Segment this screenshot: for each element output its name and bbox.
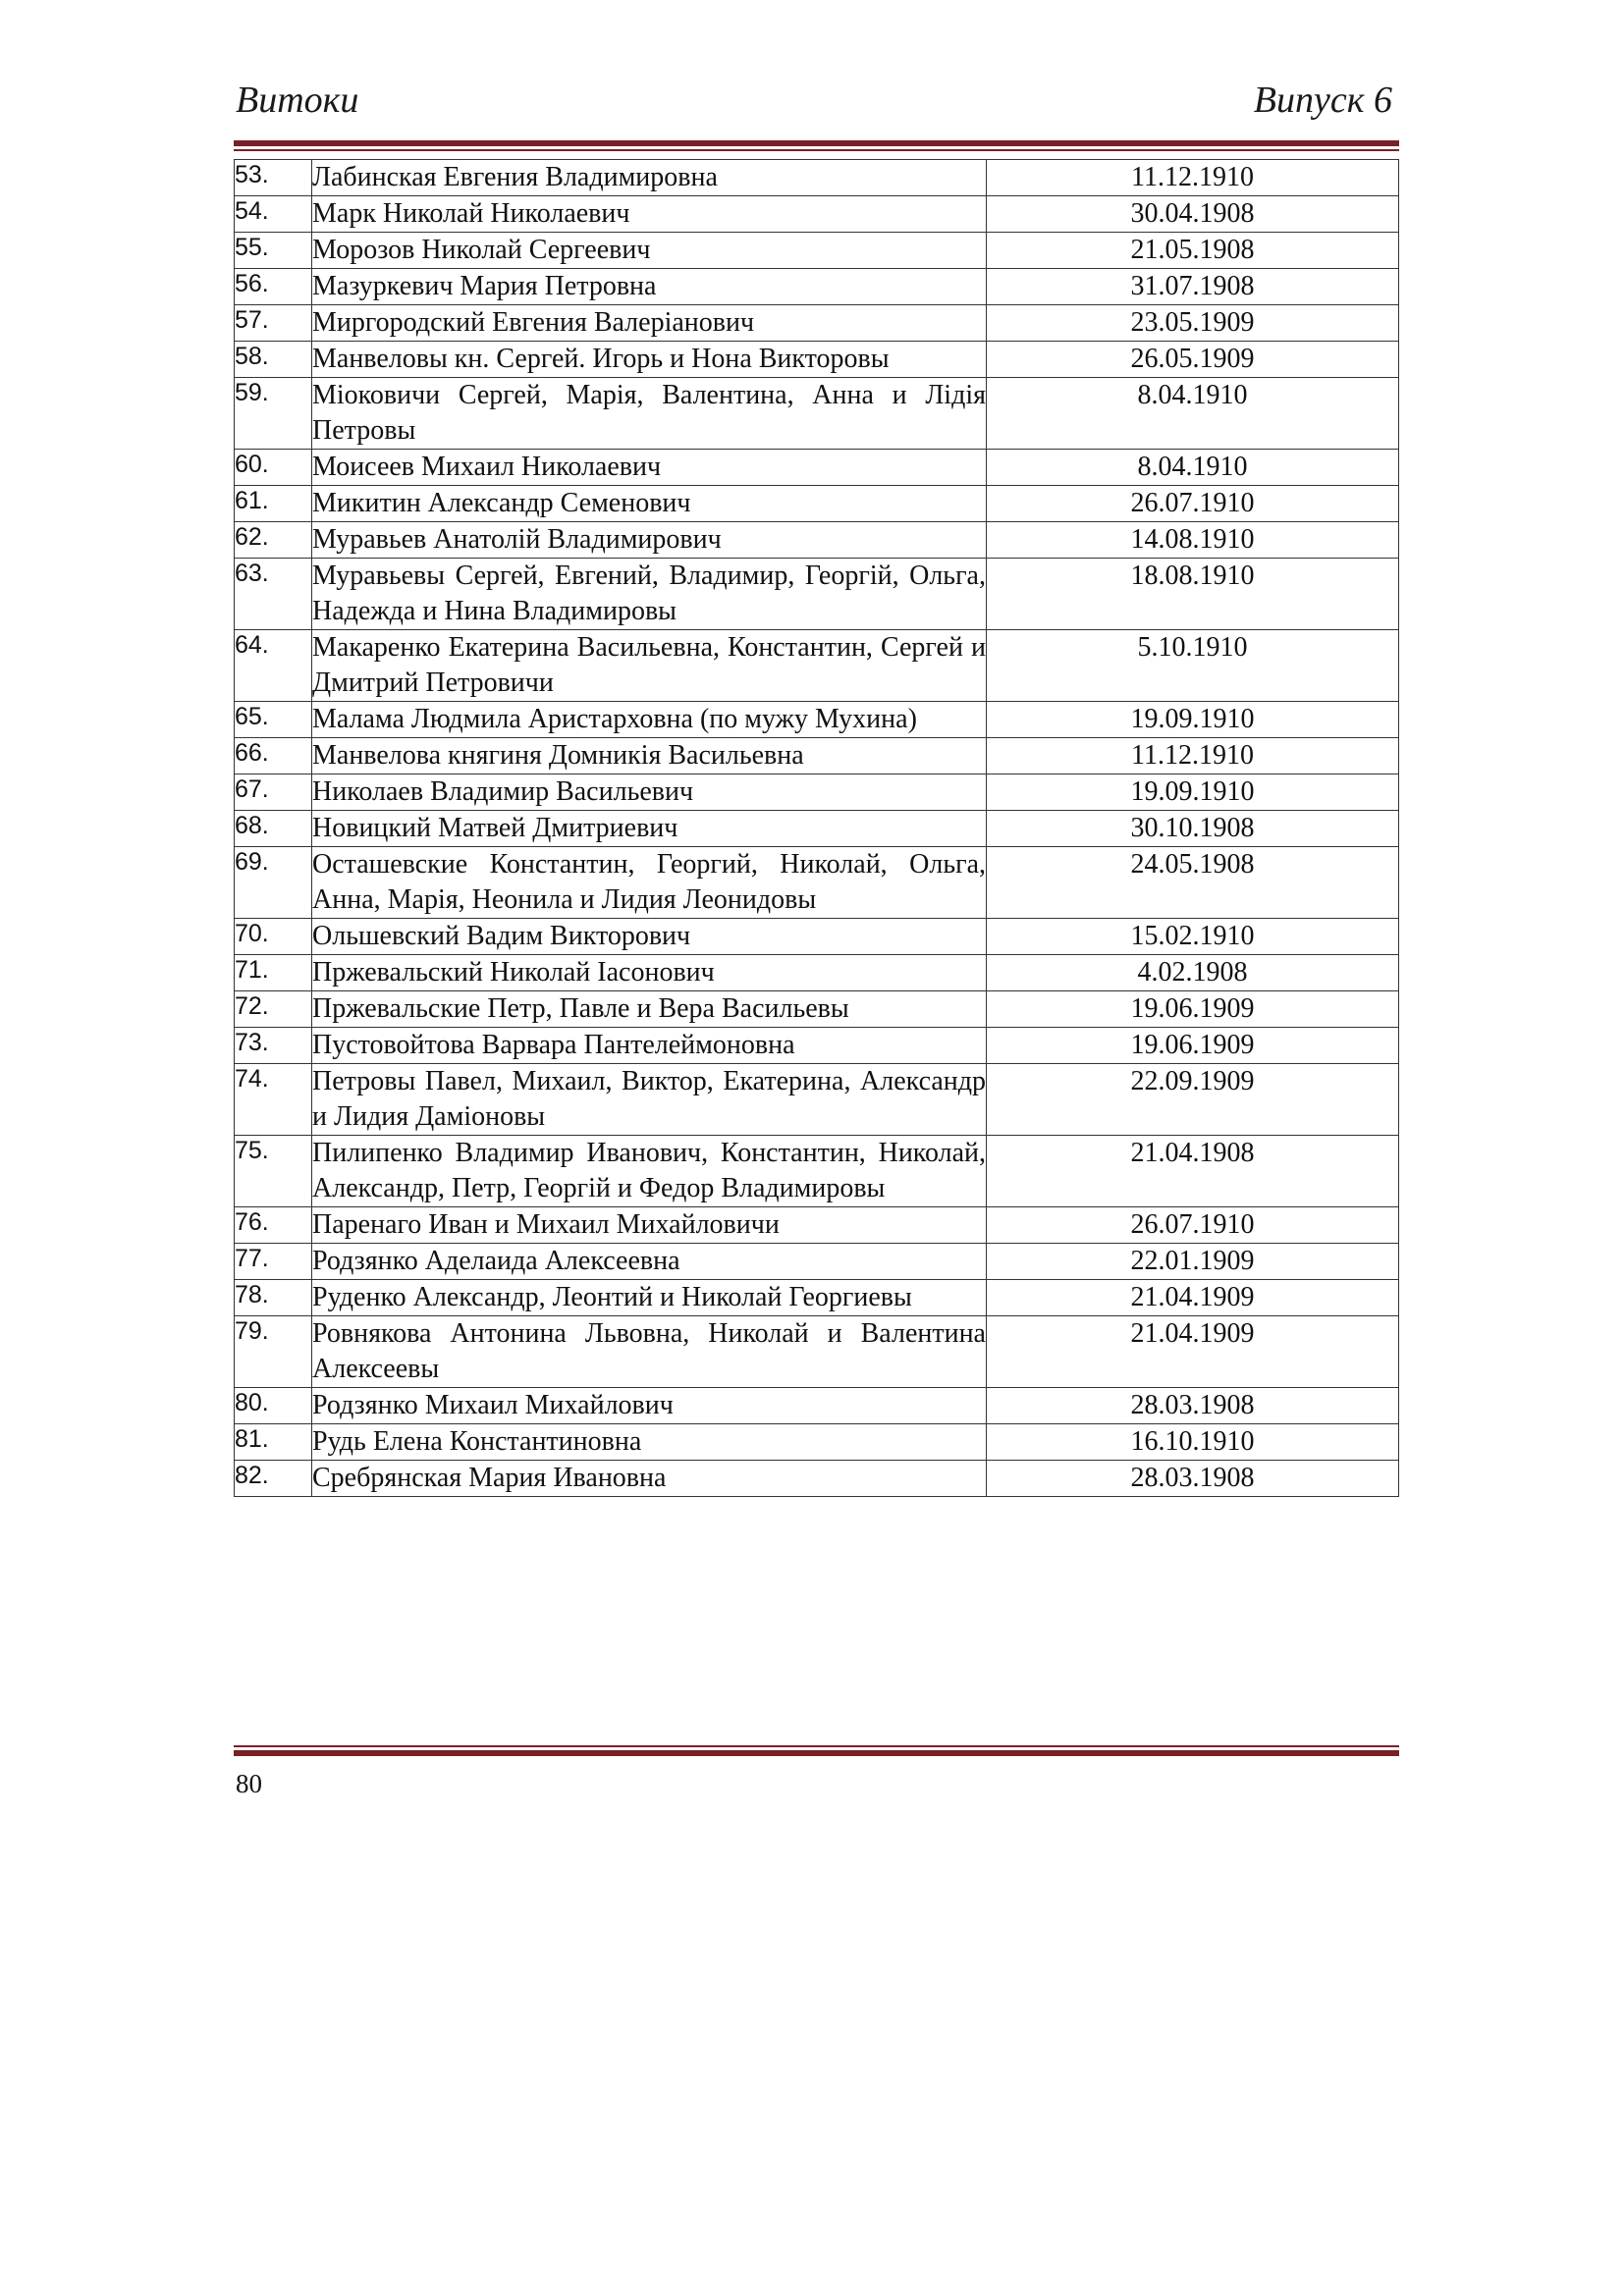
table-row — [235, 160, 1399, 196]
row-name: Микитин Александр Семенович — [312, 486, 987, 522]
row-date: 24.05.1908 — [987, 847, 1399, 919]
row-date: 11.12.1910 — [987, 160, 1399, 196]
row-number: 70. — [235, 919, 312, 955]
footer-rule-thin — [234, 1745, 1399, 1747]
row-name: Николаев Владимир Васильевич — [312, 774, 987, 811]
table-row — [235, 1316, 1399, 1388]
header-rule-thick — [234, 140, 1399, 146]
row-date: 11.12.1910 — [987, 738, 1399, 774]
row-date: 19.09.1910 — [987, 702, 1399, 738]
row-name: Осташевские Константин, Георгий, Николай, Ольга, Анна, Марія, Неонила и Лидия Леонидовы — [312, 847, 987, 919]
row-date: 21.04.1909 — [987, 1316, 1399, 1388]
row-number: 74. — [235, 1064, 312, 1136]
row-date: 22.09.1909 — [987, 1064, 1399, 1136]
row-date: 8.04.1910 — [987, 378, 1399, 450]
table-row — [235, 305, 1399, 342]
row-date: 18.08.1910 — [987, 559, 1399, 630]
row-number: 54. — [235, 196, 312, 233]
row-date: 8.04.1910 — [987, 450, 1399, 486]
row-name: Мазуркевич Мария Петровна — [312, 269, 987, 305]
table-row — [235, 774, 1399, 811]
row-name: Моисеев Михаил Николаевич — [312, 450, 987, 486]
row-name: Муравьевы Сергей, Евгений, Владимир, Георгій, Ольга, Надежда и Нина Владимировы — [312, 559, 987, 630]
row-number: 61. — [235, 486, 312, 522]
row-number: 82. — [235, 1461, 312, 1497]
table-row — [235, 630, 1399, 702]
table-row — [235, 811, 1399, 847]
row-name: Рудь Елена Константиновна — [312, 1424, 987, 1461]
row-number: 62. — [235, 522, 312, 559]
header-rule-thin — [234, 149, 1399, 151]
row-date: 14.08.1910 — [987, 522, 1399, 559]
journal-title: Витоки — [236, 80, 359, 121]
table-row — [235, 196, 1399, 233]
row-name: Руденко Александр, Леонтий и Николай Георгиевы — [312, 1280, 987, 1316]
table-row — [235, 1064, 1399, 1136]
row-name: Марк Николай Николаевич — [312, 196, 987, 233]
footer-rule-thick — [234, 1750, 1399, 1756]
table-row — [235, 522, 1399, 559]
row-number: 67. — [235, 774, 312, 811]
row-name: Муравьев Анатолій Владимирович — [312, 522, 987, 559]
row-number: 80. — [235, 1388, 312, 1424]
running-header — [236, 79, 1392, 128]
row-date: 31.07.1908 — [987, 269, 1399, 305]
row-name: Лабинская Евгения Владимировна — [312, 160, 987, 196]
row-number: 65. — [235, 702, 312, 738]
row-number: 81. — [235, 1424, 312, 1461]
table-row — [235, 991, 1399, 1028]
row-number: 68. — [235, 811, 312, 847]
row-number: 77. — [235, 1244, 312, 1280]
table-row — [235, 559, 1399, 630]
table-row — [235, 269, 1399, 305]
row-name: Петровы Павел, Михаил, Виктор, Екатерина, Александр и Лидия Даміоновы — [312, 1064, 987, 1136]
row-name: Сребрянская Мария Ивановна — [312, 1461, 987, 1497]
row-date: 21.05.1908 — [987, 233, 1399, 269]
row-number: 58. — [235, 342, 312, 378]
row-name: Морозов Николай Сергеевич — [312, 233, 987, 269]
row-name: Пржевальские Петр, Павле и Вера Васильевы — [312, 991, 987, 1028]
row-date: 4.02.1908 — [987, 955, 1399, 991]
table-row — [235, 702, 1399, 738]
row-number: 60. — [235, 450, 312, 486]
row-number: 73. — [235, 1028, 312, 1064]
row-number: 78. — [235, 1280, 312, 1316]
table-row — [235, 1280, 1399, 1316]
row-date: 16.10.1910 — [987, 1424, 1399, 1461]
row-number: 56. — [235, 269, 312, 305]
row-name: Пилипенко Владимир Иванович, Константин, Николай, Александр, Петр, Георгій и Федор Владимировы — [312, 1136, 987, 1207]
row-number: 55. — [235, 233, 312, 269]
row-number: 59. — [235, 378, 312, 450]
row-date: 30.10.1908 — [987, 811, 1399, 847]
row-name: Родзянко Михаил Михайлович — [312, 1388, 987, 1424]
table-row — [235, 1424, 1399, 1461]
table-row — [235, 233, 1399, 269]
table-row — [235, 450, 1399, 486]
table-row — [235, 919, 1399, 955]
row-number: 72. — [235, 991, 312, 1028]
row-date: 21.04.1908 — [987, 1136, 1399, 1207]
row-name: Міоковичи Сергей, Марія, Валентина, Анна и Лідія Петровы — [312, 378, 987, 450]
row-number: 64. — [235, 630, 312, 702]
row-number: 75. — [235, 1136, 312, 1207]
row-name: Манвелова княгиня Домникія Васильевна — [312, 738, 987, 774]
row-date: 19.06.1909 — [987, 1028, 1399, 1064]
issue-label: Випуск 6 — [1253, 80, 1392, 121]
row-date: 28.03.1908 — [987, 1388, 1399, 1424]
table-row — [235, 1136, 1399, 1207]
table-row — [235, 1388, 1399, 1424]
page-number: 80 — [236, 1769, 262, 1798]
row-number: 69. — [235, 847, 312, 919]
row-name: Родзянко Аделаида Алексеевна — [312, 1244, 987, 1280]
row-name: Миргородский Евгения Валеріанович — [312, 305, 987, 342]
table-row — [235, 955, 1399, 991]
table-row — [235, 738, 1399, 774]
row-name: Пржевальский Николай Іасонович — [312, 955, 987, 991]
registry-table — [234, 159, 1399, 1497]
row-date: 15.02.1910 — [987, 919, 1399, 955]
table-row — [235, 1207, 1399, 1244]
row-name: Макаренко Екатерина Васильевна, Константин, Сергей и Дмитрий Петровичи — [312, 630, 987, 702]
row-number: 57. — [235, 305, 312, 342]
table-row — [235, 1028, 1399, 1064]
row-number: 71. — [235, 955, 312, 991]
row-date: 5.10.1910 — [987, 630, 1399, 702]
table-row — [235, 342, 1399, 378]
row-name: Ольшевский Вадим Викторович — [312, 919, 987, 955]
row-date: 22.01.1909 — [987, 1244, 1399, 1280]
row-date: 26.07.1910 — [987, 1207, 1399, 1244]
table-row — [235, 1244, 1399, 1280]
row-number: 79. — [235, 1316, 312, 1388]
row-date: 19.06.1909 — [987, 991, 1399, 1028]
row-name: Паренаго Иван и Михаил Михайловичи — [312, 1207, 987, 1244]
row-date: 21.04.1909 — [987, 1280, 1399, 1316]
row-date: 30.04.1908 — [987, 196, 1399, 233]
row-date: 23.05.1909 — [987, 305, 1399, 342]
row-date: 26.07.1910 — [987, 486, 1399, 522]
table-row — [235, 486, 1399, 522]
row-number: 63. — [235, 559, 312, 630]
table-row — [235, 378, 1399, 450]
row-number: 76. — [235, 1207, 312, 1244]
table-row — [235, 1461, 1399, 1497]
row-date: 19.09.1910 — [987, 774, 1399, 811]
row-name: Пустовойтова Варвара Пантелеймоновна — [312, 1028, 987, 1064]
row-number: 66. — [235, 738, 312, 774]
row-date: 28.03.1908 — [987, 1461, 1399, 1497]
row-name: Малама Людмила Аристарховна (по мужу Мухина) — [312, 702, 987, 738]
row-name: Манвеловы кн. Сергей. Игорь и Нона Викторовы — [312, 342, 987, 378]
row-number: 53. — [235, 160, 312, 196]
row-name: Новицкий Матвей Дмитриевич — [312, 811, 987, 847]
table-row — [235, 847, 1399, 919]
row-date: 26.05.1909 — [987, 342, 1399, 378]
row-name: Ровнякова Антонина Львовна, Николай и Валентина Алексеевы — [312, 1316, 987, 1388]
